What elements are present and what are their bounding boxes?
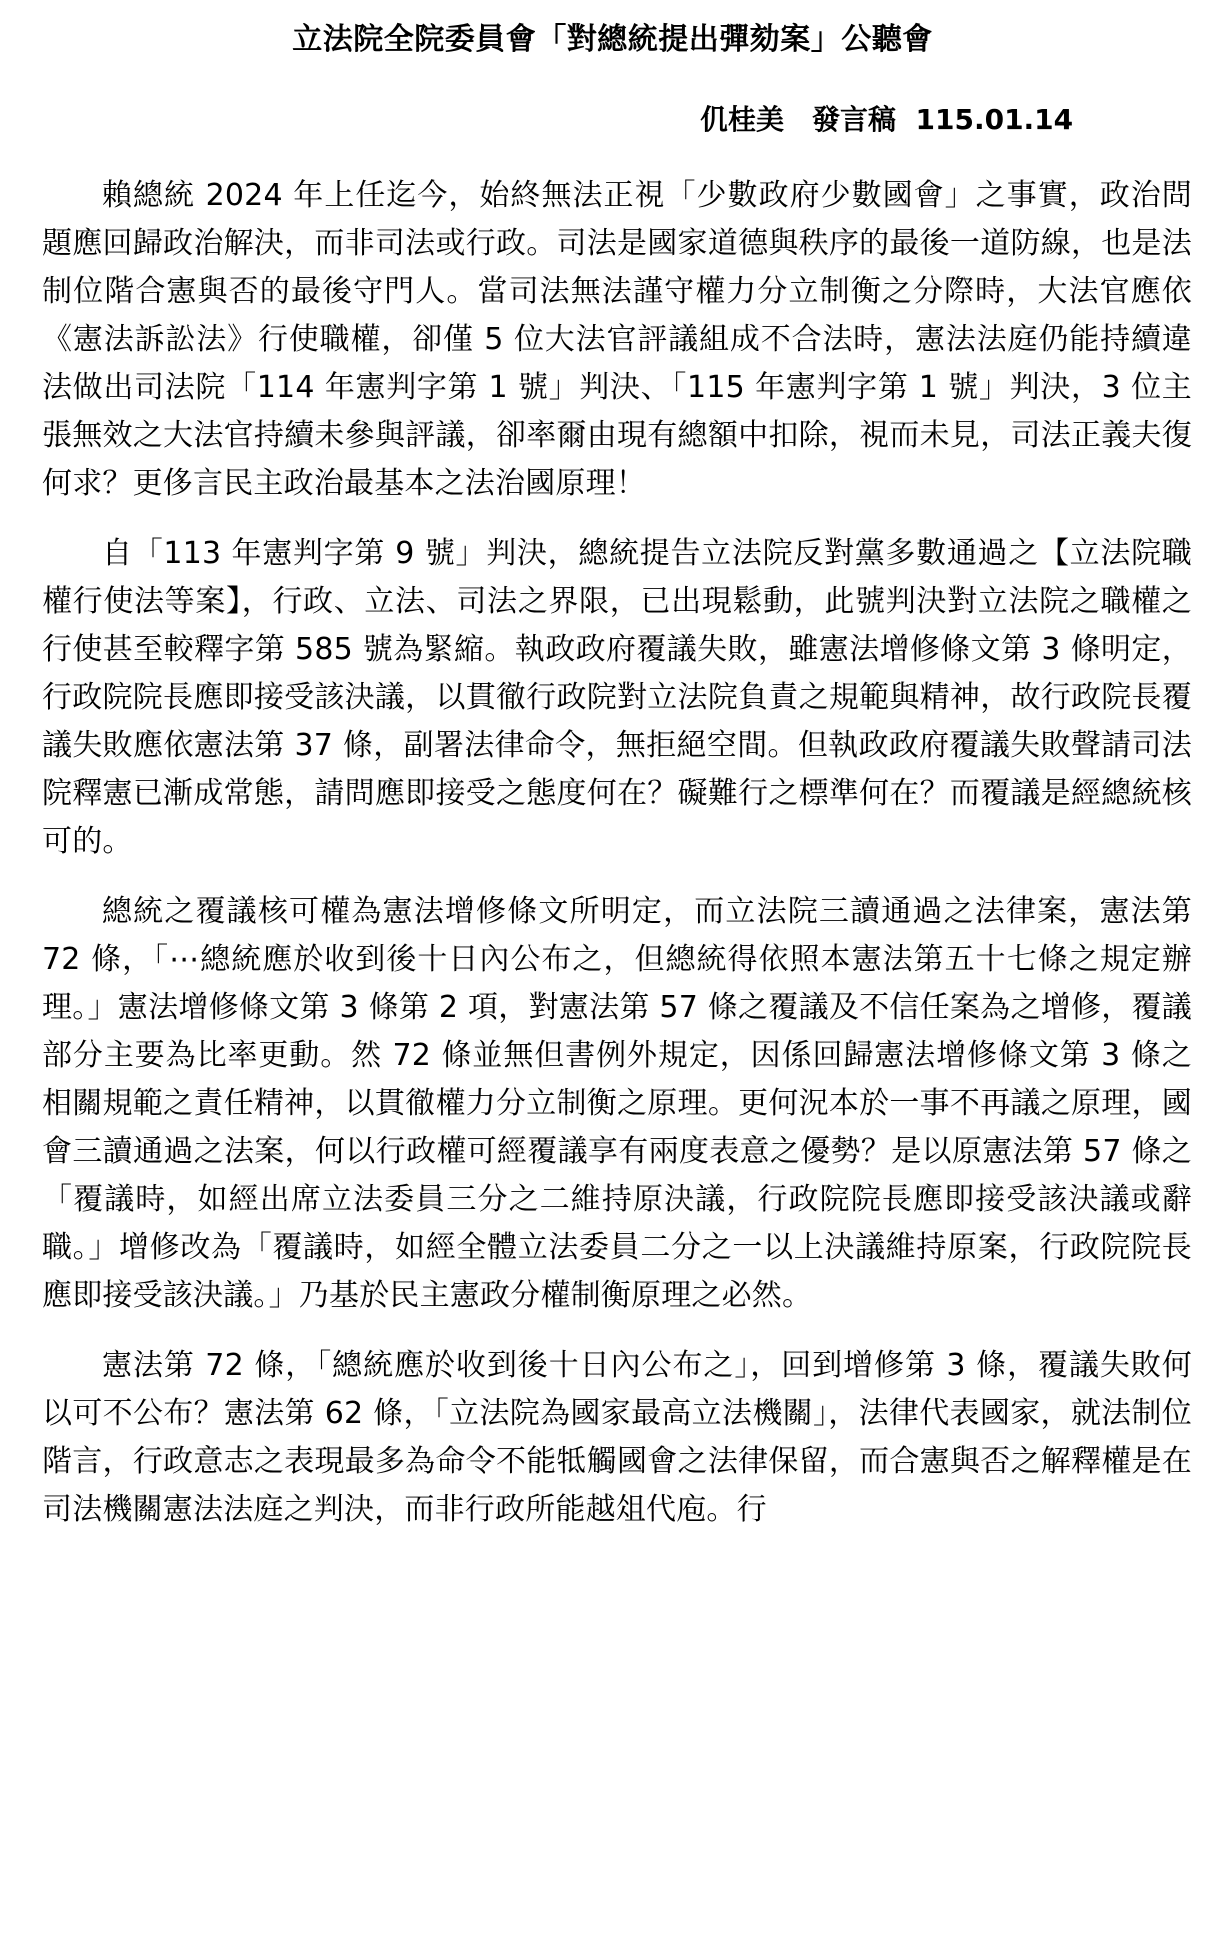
paragraph-4: 憲法第 72 條，「總統應於收到後十日內公布之」，回到增修第 3 條，覆議失敗何以可不公布？憲法第 62 條，「立法院為國家最高立法機關」，法律代表國家，就法制位階言，行政意志之表現最多為命令不能牴觸國會之法律保留，而合憲與否之解釋權是在司法機關憲法法庭之判決，而非行政所能越俎代庖。行 <box>42 1348 1192 1527</box>
paragraph-3: 總統之覆議核可權為憲法增修條文所明定，而立法院三讀通過之法律案，憲法第 72 條，「⋯總統應於收到後十日內公布之，但總統得依照本憲法第五十七條之規定辦理。」憲法增修條文第 3 條第 2 項，對憲法第 57 條之覆議及不信任案為之增修，覆議部分主要為比率更動。然 72 條並無但書例外規定，因係回歸憲法增修條文第 3 條之相關規範之責任精神，以貫徹權力分立制衡之原理。更何況本於一事不再議之原理，國會三讀通過之法案，何以行政權可經覆議享有兩度表意之優勢？是以原憲法第 57 條之「覆議時，如經出席立法委員三分之二維持原決議，行政院院長應即接受該決議或辭職。」增修改為「覆議時，如經全體立法委員二分之一以上決議維持原案，行政院院長應即接受該決議。」乃基於民主憲政分權制衡原理之必然。 <box>42 894 1192 1313</box>
document-title: 立法院全院委員會「對總統提出彈劾案」公聽會 <box>292 22 933 57</box>
speaker-byline: 仉桂美 發言稿 115.01.14 <box>700 103 1074 136</box>
paragraph-2: 自「113 年憲判字第 9 號」判決，總統提告立法院反對黨多數通過之【立法院職權行使法等案】，行政、立法、司法之界限，已出現鬆動，此號判決對立法院之職權之行使甚至較釋字第 585 號為緊縮。執政政府覆議失敗，雖憲法增修條文第 3 條明定，行政院院長應即接受該決議，以貫徹行政院對立法院負責之規範與精神，故行政院長覆議失敗應依憲法第 37 條，副署法律命令，無拒絕空間。但執政政府覆議失敗聲請司法院釋憲已漸成常態，請問應即接受之態度何在？礙難行之標準何在？而覆議是經總統核可的。 <box>42 536 1192 859</box>
speech-body <box>42 172 1192 1556</box>
paragraph-1: 賴總統 2024 年上任迄今，始終無法正視「少數政府少數國會」之事實，政治問題應回歸政治解決，而非司法或行政。司法是國家道德與秩序的最後一道防線，也是法制位階合憲與否的最後守門人。當司法無法謹守權力分立制衡之分際時，大法官應依《憲法訴訟法》行使職權，卻僅 5 位大法官評議組成不合法時，憲法法庭仍能持續違法做出司法院「114 年憲判字第 1 號」判決、「115 年憲判字第 1 號」判決，3 位主張無效之大法官持續未參與評議，卻率爾由現有總額中扣除，視而未見，司法正義夫復何求？更侈言民主政治最基本之法治國原理！ <box>42 178 1192 501</box>
